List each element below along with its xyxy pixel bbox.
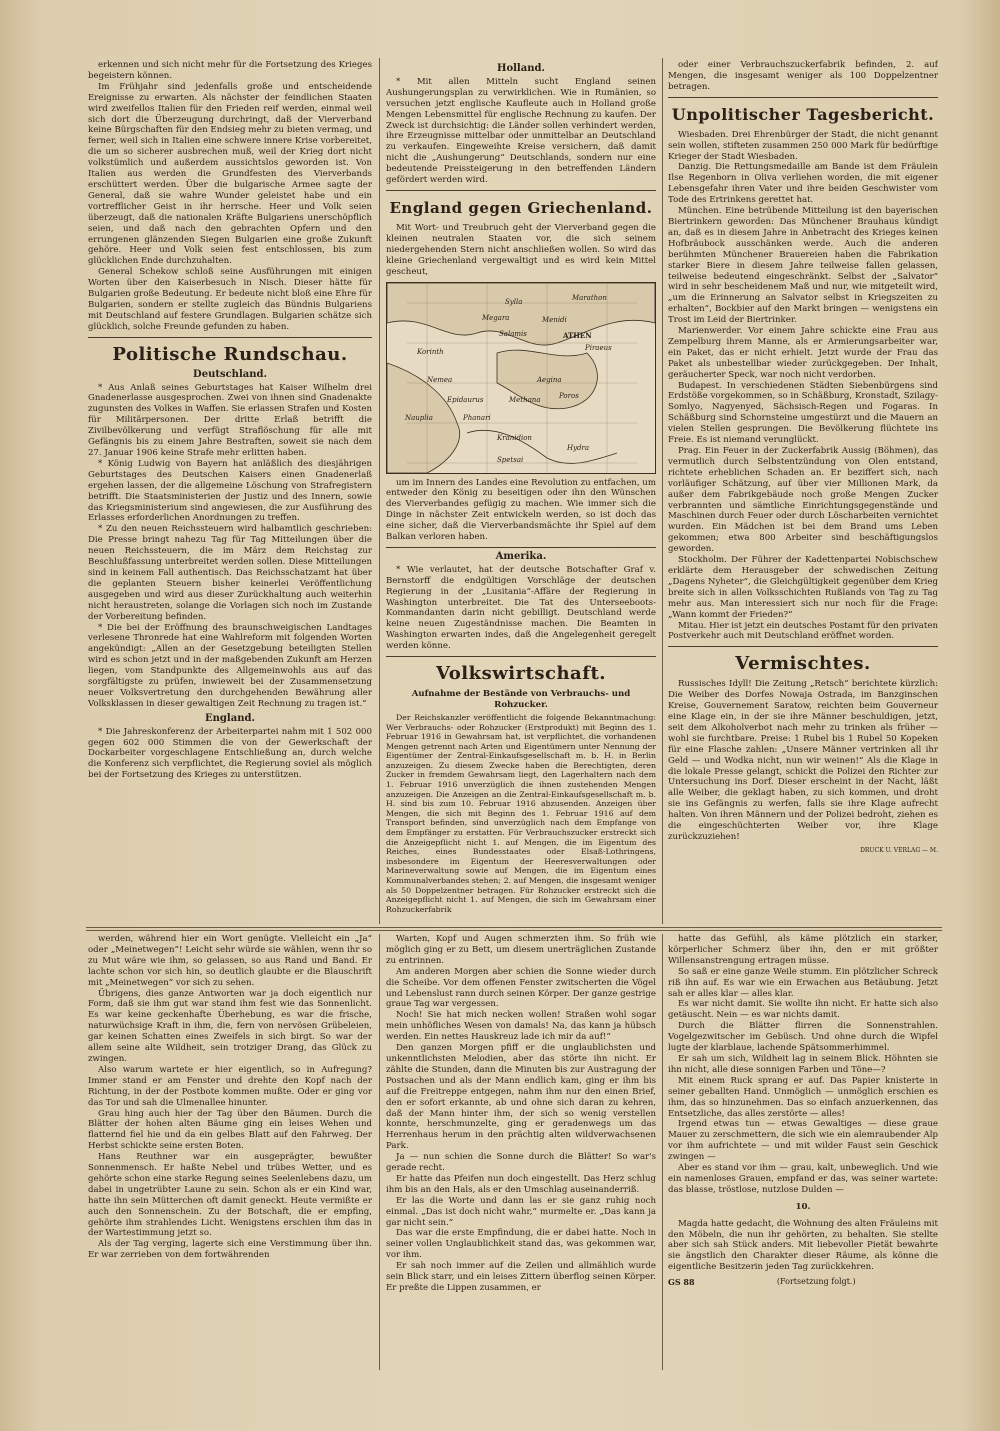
map-attica-argolis bbox=[386, 282, 656, 474]
map-label: Methana bbox=[509, 395, 541, 404]
article-text: um im Innern des Landes eine Revolution zu entfachen, um entweder den König zu beseitigen oder ihn den Wünschen des Vierverbandes gefügig zu machen. Wie immer sich die Dinge in nächster Zeit entwickeln werden, so ist doch das eine sicher, daß die Vierverbandsmächte ihr Spiel auf dem Balkan verloren haben. bbox=[386, 477, 656, 543]
story-text: Mit einem Ruck sprang er auf. Das Papier knisterte in seiner geballten Hand. Unmöglich — unmöglich erschien es ihm, das so hinzunehmen. Das so einfach anzuerkennen, das Entsetzliche, das alles zerstörte — alles! bbox=[668, 1075, 938, 1119]
column-rule bbox=[379, 934, 380, 1370]
section-rule bbox=[86, 930, 942, 931]
divider bbox=[668, 646, 938, 647]
footer-mark: GS 88 bbox=[668, 1277, 695, 1288]
article-text: Danzig. Die Rettungsmedaille am Bande ist dem Fräulein Ilse Regenborn in Oliva verliehen worden, die mit eigener Lebensgefahr ihren Vater und ihre beiden Geschwister vom Tode des Ertrinkens gerettet hat. bbox=[668, 162, 938, 206]
article-text: erkennen und sich nicht mehr für die Fortsetzung des Krieges begeistern können. bbox=[88, 60, 372, 81]
story-text: Also warum wartete er hier eigentlich, so in Aufregung? Immer stand er am Fenster und drehte den Kopf nach der Richtung, in der der Postbote kommen mußte. Oder er ging vor das Tor und sah die Ulmenallee hinunter. bbox=[88, 1064, 372, 1108]
article-text: Prag. Ein Feuer in der Zuckerfabrik Aussig (Böhmen), das vermutlich durch Selbstentzündung von Olen entstand, richtete erheblichen Schaden an. Er beziffert sich, nach vorläufiger Schätzung, auf über vier Millionen Mark, da außer dem Fabrikgebäude noch große Mengen Zucker verbrannten und sämtliche Einrichtungsgegenstände und Maschinen durch Feuer oder durch Löscharbeiten vernichtet wurden. Ein Mädchen ist bei dem Brand ums Leben gekommen; etwa 800 Arbeiter sind beschäftigungslos geworden. bbox=[668, 446, 938, 555]
map-label: Phanari bbox=[463, 413, 491, 422]
article-text: Mitau. Hier ist jetzt ein deutsches Postamt für den privaten Postverkehr auch mit Deutschland eröffnet worden. bbox=[668, 620, 938, 642]
column-2 bbox=[386, 60, 656, 922]
story-text: werden, während hier ein Wort genügte. Vielleicht ein „Ja“ oder „Meinetwegen“! Leicht sehr würde sie wählen, wenn ihr so zu Mut wäre wie ihm, so gelassen, so aus Rand und Band. Er lachte schon vor sich hin, so deutlich glaubte er die Blauschrift mit „Meinetwegen“ vor sich zu sehen. bbox=[88, 934, 372, 988]
subheading-holland: Holland. bbox=[497, 63, 545, 74]
subheading-zucker: Aufnahme der Bestände von Verbrauchs- und Rohzucker. bbox=[411, 689, 631, 710]
story-text: Noch! Sie hat mich necken wollen! Straßen wohl sogar mein unhöfliches Wesen von damals! Na, das kann ja hübsch werden. Ein nettes Hauskreuz lade ich mir da auf!“ bbox=[386, 1010, 656, 1043]
article-text: Der Reichskanzler veröffentlicht die folgende Bekanntmachung: Wer Verbrauchs- oder Rohzucker (Erstprodukt) mit Beginn des 1. Februar 1916 in Gewahrsam hat, ist verpflichtet, die vorhandenen Mengen getrennt nach Arten und Eigentümern unter Nennung der Eigentümer der Zentral-Einkaufsgesellschaft m. b. H. in Berlin anzuzeigen. Zu diesem Zwecke haben die Berechtigten, deren Zucker in fremdem Gewahrsam liegt, den Lagerhaltern nach dem 1. Februar 1916 unverzüglich die ihnen zustehenden Mengen anzuzeigen. Die Anzeigen an die Zentral-Einkaufsgesellschaft m. b. H. sind bis zum 10. Februar 1916 abzusenden. Anzeigen über Mengen, die sich mit Beginn des 1. Februar 1916 auf dem Transport befinden, sind unverzüglich nach dem Empfange von dem Empfänger zu erstatten. Für Verbrauchszucker erstreckt sich die Anzeigepflicht nicht 1. auf Mengen, die im Eigentum des Reiches, eines Bundesstaates oder Elsaß-Lothringens, insbesondere im Eigentum der Heeresverwaltungen oder Marineverwaltung sowie auf Mengen, die im Eigentum eines Kommunalverbandes stehen; 2. auf Mengen, die insgesamt weniger als 50 Doppelzentner betragen. Für Rohzucker erstreckt sich die Anzeigepflicht nicht 1. auf Mengen, die sich im Gewahrsam einer Rohzuckerfabrik bbox=[386, 712, 656, 914]
story-text: hatte das Gefühl, als käme plötzlich ein starker, körperlicher Schmerz über ihn, den er mit größter Willensanstrengung ertragen müsse. bbox=[668, 934, 938, 966]
map-label: Nemea bbox=[427, 375, 453, 384]
column-rule bbox=[662, 934, 663, 1370]
story-text: Durch die Blätter flirren die Sonnenstrahlen. Vogelgezwitscher im Gebüsch. Und ohne durch die Wipfel lugte der klarblaue, lachende Spätsommerhimmel. bbox=[668, 1021, 938, 1054]
story-text: Den ganzen Morgen pfiff er die unglaublichsten und unkenntlichsten Melodien, aber das störte ihn nicht. Er zählte die Stunden, dann die Minuten bis zur Austragung der Postsachen und als der Mann endlich kam, ging er ihm bis auf die Freitreppe entgegen, nahm ihm nur den einen Brief, den er sofort erkannte, ab und ohne sich daran zu kehren, daß der Mann hinter ihm, der sich so wenig verstellen konnte, herschmunzelte, ging er geradenwegs um das Herrenhaus herum in den prächtig alten wildverwachsenen Park. bbox=[386, 1043, 656, 1152]
story-text: Magda hatte gedacht, die Wohnung des alten Fräuleins mit den Möbeln, die nun ihr gehörten, zu behalten. Sie stellte aber sich sah Stück anders. Mit liebevoller Pietät bewahrte sie ängstlich den Charakter dieser Räume, als könne die eigentliche Besitzerin jeden Tag zurückkehren. bbox=[668, 1218, 938, 1273]
article-text: Im Frühjahr sind jedenfalls große und entscheidende Ereignisse zu erwarten. Als nächster der feindlichen Staaten wird zweifellos Italien für den Frieden reif werden, einmal weil sich dort die Überzeugung durchringt, daß der Vierverband keine Bürgschaften für den Endsieg mehr zu bieten vermag, und ferner, weil sich in Italien eine schwere innere Krise vorbereitet, die um so sicherer ausbrechen muß, weil der Krieg dort nicht volkstümlich und außerdem aussichtslos geworden ist. Von Italien aus werden die Grundfesten des Vierverbands erschüttert werden. Über die bulgarische Armee sagte der General, daß sie wahre Wunder geleistet habe und ein vortrefflicher Geist in ihr herrsche. Heer und Volk seien überzeugt, daß die nationalen Kräfte Bulgariens unerschöpflich seien, und daß nach den gebrachten Opfern und den errungenen glänzenden Siegen Bulgarien eine große Zukunft gehöre. Heer und Volk seien fest entschlossen, bis zum glücklichen Ende durchzuhalten. bbox=[88, 81, 372, 267]
column-rule bbox=[379, 58, 380, 924]
continuation-note bbox=[668, 1277, 938, 1288]
map-label: Korinth bbox=[417, 347, 444, 356]
chapter-number: 10. bbox=[795, 1201, 811, 1212]
map-label: Kranidion bbox=[497, 433, 532, 442]
divider bbox=[386, 190, 656, 191]
section-heading-vermischtes: Vermischtes. bbox=[735, 653, 871, 675]
article-text: * Aus Anlaß seines Geburtstages hat Kaiser Wilhelm drei Gnadenerlasse ausgesprochen. Zwei von ihnen sind Gnadenakte zugunsten des Volkes in Waffen. Sie erlassen Strafen und Kosten für Militärpersonen. Der dritte Erlaß betrifft die Zivilbevölkerung und verfügt Straflöschung für alle mit Gefängnis bis zu einem Jahre Bestraften, soweit sie nach dem 27. Januar 1906 keine Strafe mehr erlitten haben. bbox=[88, 382, 372, 458]
column-1 bbox=[88, 60, 372, 922]
story-text: Warten, Kopf und Augen schmerzten ihm. So früh wie möglich ging er zu Bett, um diesem unerträglichen Zustande zu entrinnen. bbox=[386, 934, 656, 966]
serial-column-2 bbox=[386, 934, 656, 1370]
article-text: * Die Jahreskonferenz der Arbeiterpartei nahm mit 1 502 000 gegen 602 000 Stimmen die von der Gewerkschaft der Dockarbeiter vorgeschlagene Entschließung an, durch welche die Konferenz sich verpflichtet, die Regierung soviel als möglich bei der Fortsetzung des Krieges zu unterstützen. bbox=[88, 726, 372, 781]
subheading-england: England. bbox=[205, 712, 255, 724]
story-text: Er sah um sich, Wildheit lag in seinem Blick. Höhnten sie ihn nicht, alle diese sonnigen Farben und Töne—? bbox=[668, 1053, 938, 1075]
article-text: Stockholm. Der Führer der Kadettenpartei Nobischschew erklärte dem Herausgeber der schwedischen Zeitung „Dagens Nyheter“, die Gleichgültigkeit gegenüber dem Krieg breite sich in allen Volksschichten Rußlands von Tag zu Tag mehr aus. Man interessiert sich nur noch für die Frage: „Wann kommt der Frieden?“ bbox=[668, 555, 938, 620]
article-text: Russisches Idyll! Die Zeitung „Retsch“ berichtete kürzlich: Die Weiber des Dorfes Nowaja Ostrada, im Banzginschen Kreise, Gouvernement Saratow, reichten beim Gouverneur eine Klage ein, in der sie ihre Männer beschuldigen, jetzt, seit dem Alkoholverbot nach mehr zu trinken als früher — wohl sie furchtbare. Preise: 1 Rubel bis 1 Rubel 50 Kopeken für eine Flasche zahlen: „Unsere Männer vertrinken all ihr Geld — und Wodka nicht, nun wir weinen!“ Als die Klage in die lokale Presse gelangt, schickt die Polizei den Richter zur Untersuchung ins Dorf. Dieser erscheint in der Nacht, läßt alle Weiber, die geklagt haben, zu sich kommen, und droht sie ins Gefängnis zu werfen, falls sie ihre Klage aufrecht halten. Von ihren Männern und der Polizei bedroht, ziehen es die eingeschüchterten Weiber vor, ihre Klage zurückzuziehen! bbox=[668, 679, 938, 842]
divider bbox=[386, 547, 656, 548]
article-text: * König Ludwig von Bayern hat anläßlich des diesjährigen Geburtstages des Deutschen Kaisers einen Gnadenerlaß ergehen lassen, der die allgemeine Löschung von Strafregistern betrifft. Die Staatsministerien der Justiz und des Innern, sowie das Kriegsministerium sind angewiesen, die zur Ausführung des Erlasses erforderlichen Anordnungen zu treffen. bbox=[88, 458, 372, 524]
section-rule bbox=[86, 927, 942, 928]
divider bbox=[386, 656, 656, 657]
map-label: Menidi bbox=[542, 315, 567, 324]
column-3 bbox=[668, 60, 938, 922]
story-text: Am anderen Morgen aber schien die Sonne wieder durch die Scheibe. Vor dem offenen Fenster zwitscherten die Vögel und Lebenslust rann durch seinen Körper. Der ganze gestrige graue Tag war vergessen. bbox=[386, 966, 656, 1010]
column-rule bbox=[662, 58, 663, 924]
story-text: Es war nicht damit. Sie wollte ihn nicht. Er hatte sich also getäuscht. Nein — es war nichts damit. bbox=[668, 999, 938, 1021]
story-text: Er las die Worte und dann las er sie ganz ruhig noch einmal. „Das ist doch nicht wahr,“ murmelte er. „Das kann ja gar nicht sein.“ bbox=[386, 1195, 656, 1228]
article-text: General Schekow schloß seine Ausführungen mit einigen Worten über den Kaiserbesuch in Nisch. Dieser hätte für Bulgarien große Bedeutung. Er bedeute nicht bloß eine Ehre für Bulgarien, sondern er stellte zugleich das Bündnis Bulgariens mit Deutschland auf festere Grundlagen. Bulgarien schätze sich glücklich, solche Freunde gefunden zu haben. bbox=[88, 267, 372, 332]
map-label: Epidaurus bbox=[447, 395, 484, 404]
article-text: * Zu den neuen Reichssteuern wird halbamtlich geschrieben: Die Presse bringt nahezu Tag für Tag Mitteilungen über die neuen Reichssteuern, die im März dem Reichstag zur Beschlußfassung unterbreitet werden sollen. Diese Mitteilungen sind in keinem Fall authentisch. Das Reichsschatzamt hat über die geplanten Steuern bisher keinerlei Veröffentlichung ausgegeben und wird aus dieser Zurückhaltung auch weiterhin nicht heraustreten, solange die Vorlagen sich noch im Zustande der Vorbereitung befinden. bbox=[88, 524, 372, 622]
article-text: * Die bei der Eröffnung des braunschweigischen Landtages verlesene Thronrede hat eine Wahlreform mit folgenden Worten angekündigt: „Allen an der Gesetzgebung beteiligten Stellen wird es schon jetzt und in der maßgebenden Zukunft am Herzen liegen, vom Standpunkte des Allgemeinwohls aus auf das sorgfältigste zu prüfen, inwieweit bei der Zusammensetzung neuer Volksvertretung den durchgehenden Bewährung aller Volksklassen in dieser gewaltigen Zeit Rechnung zu tragen ist.“ bbox=[88, 622, 372, 709]
story-text: Er sah noch immer auf die Zeilen und allmählich wurde sein Blick starr, und ein leises Zittern überflog seinen Körper. Er preßte die Lippen zusammen, er bbox=[386, 1261, 656, 1293]
story-text: Aber es stand vor ihm — grau, kalt, unbeweglich. Und wie ein namenloses Grauen, empfand er das, was seiner wartete: das blasse, tröstlose, nutzlose Dulden — bbox=[668, 1163, 938, 1195]
map-label: Spetsai bbox=[497, 455, 524, 464]
story-text: Grau hing auch hier der Tag über den Bäumen. Durch die Blätter der hohen alten Bäume ging ein leises Wehen und flatternd fiel hie und da ein gelbes Blatt auf den Fahrweg. Der Herbst schickte seine ersten Boten. bbox=[88, 1108, 372, 1152]
story-text: Ja — nun schien die Sonne durch die Blätter! So war's gerade recht. bbox=[386, 1152, 656, 1174]
map-label: Aegina bbox=[537, 375, 562, 384]
article-text: München. Eine betrübende Mitteilung ist den bayerischen Biertrinkern geworden: Das Münchener Brauhaus kündigt an, daß es in diesem Jahre in Anbetracht des Krieges keinen Hofbräubock ausschänken werde. Auch die anderen berühmten Münchener Brauereien haben die Fabrikation starker Biere in diesem Jahre teilweise fallen gelassen, teilweise bedeutend eingeschränkt. Selbst der „Salvator“ wird in sehr bescheidenem Maß und nur, wie mitgeteilt wird, „um die Erinnerung an Salvator selbst in Kriegszeiten zu erhalten“, Bockbier auf den Markt bringen — wenigstens ein Trost im Leid der Biertrinker. bbox=[668, 206, 938, 326]
divider bbox=[668, 97, 938, 98]
map-label: Megara bbox=[482, 313, 510, 322]
article-text: * Wie verlautet, hat der deutsche Botschafter Graf v. Bernstorff die endgültigen Vorschläge der deutschen Regierung in der „Lusitania“-Affäre der Regierung in Washington unterbreitet. Die Tat des Unterseeboots-Kommandanten darin nicht gebilligt. Deutschland werde keine neuen Zugeständnisse machen. Die Beamten in Washington erwarten indes, daß die Angelegenheit geregelt werden könne. bbox=[386, 564, 656, 652]
divider bbox=[88, 337, 372, 338]
subheading-deutschland: Deutschland. bbox=[193, 368, 267, 380]
article-text: oder einer Verbrauchszuckerfabrik befinden, 2. auf Mengen, die insgesamt weniger als 100 Doppelzentner betragen. bbox=[668, 60, 938, 92]
story-text: Er hatte das Pfeifen nun doch eingestellt. Das Herz schlug ihm bis an den Hals, als er den Umschlag auseinanderriß. bbox=[386, 1173, 656, 1195]
story-text: Übrigens, dies ganze Antworten war ja doch eigentlich nur Form, daß sie ihm gut war stand ihm fest wie das Sonnenlicht. Es war keine geckenhafte Überhebung, es war die frische, naturwüchsige Kraft in ihm, die, fern von nervösen Grübeleien, gar keinen Schatten eines Zweifels in sich birgt. So war der allem seine alte Wildheit, sein trotziger Drang, das Glück zu zwingen. bbox=[88, 988, 372, 1064]
section-heading-volkswirtschaft: Volkswirtschaft. bbox=[435, 663, 607, 685]
article-text: * Mit allen Mitteln sucht England seinen Aushungerungsplan zu verwirklichen. Wie in Rumänien, so versuchen jetzt englische Kaufleute auch in Holland große Mengen Lebensmittel für englische Rechnung zu kaufen. Der Zweck ist durchsichtig: die Länder sollen verhindert werden, ihre Erzeugnisse mittelbar oder unmittelbar an Deutschland zu verkaufen. Eingeweihte Kreise versichern, daß damit nicht die „Aushungerung“ Deutschlands, sondern nur eine bedeutende Preissteigerung in den betreffenden Ländern gefördert werden wird. bbox=[386, 76, 656, 186]
article-text: Wiesbaden. Drei Ehrenbürger der Stadt, die nicht genannt sein wollen, stifteten zusammen 250 000 Mark für bedürftige Krieger der Stadt Wiesbaden. bbox=[668, 129, 938, 162]
map-label: ATHEN bbox=[563, 330, 592, 340]
map-label: Poros bbox=[559, 391, 579, 400]
article-text: Budapest. In verschiedenen Städten Siebenbürgens sind Erdstöße vorgekommen, so in Schäßburg, Kronstadt, Szilagy-Somlyo, Nagyenyed, Sächsisch-Regen und Fogaras. In Schäßburg sind Schornsteine umgestürzt und die Mauern an vielen Stellen gesprungen. Die Bevölkerung flüchtete ins Freie. Es ist niemand verunglückt. bbox=[668, 380, 938, 446]
map-label: Piraeus bbox=[585, 343, 612, 352]
story-text: So saß er eine ganze Weile stumm. Ein plötzlicher Schreck riß ihn auf. Es war wie ein Erwachen aus Betäubung. Jetzt sah er alles klar — alles klar. bbox=[668, 966, 938, 999]
printer-imprint: DRUCK U. VERLAG — M. bbox=[860, 846, 938, 854]
section-heading-england-gegen-griechenland: England gegen Griechenland. bbox=[389, 198, 653, 217]
section-heading-tagesbericht: Unpolitischer Tagesbericht. bbox=[671, 104, 935, 124]
serial-column-3 bbox=[668, 934, 938, 1370]
subheading-amerika: Amerika. bbox=[495, 550, 547, 562]
story-text: Das war die erste Empfindung, die er dabei hatte. Noch in seiner vollen Unglaublichkeit stand das, was gekommen war, vor ihm. bbox=[386, 1228, 656, 1261]
serial-column-1 bbox=[88, 934, 372, 1370]
map-label: Nauplia bbox=[405, 413, 433, 422]
map-label: Salamis bbox=[499, 329, 527, 338]
story-text: Als der Tag verging, lagerte sich eine Verstimmung über ihn. Er war zerrieben von dem fortwährenden bbox=[88, 1239, 372, 1261]
map-label: Sylla bbox=[505, 297, 523, 306]
article-text: Mit Wort- und Treubruch geht der Vierverband gegen die kleinen neutralen Staaten vor, die sich seinem niedergehenden Stern nicht anschließen wollen. So wird das kleine Griechenland vergewaltigt und es wird kein Mittel gescheut, bbox=[386, 222, 656, 277]
section-heading-politische-rundschau: Politische Rundschau. bbox=[112, 343, 348, 365]
story-text: Hans Reuthner war ein ausgeprägter, bewußter Sonnenmensch. Er haßte Nebel und trübes Wetter, und es gehörte schon eine starke Regung seines Seelenlebens dazu, um dabei in ungetrübter Laune zu sein. Schon als er ein Kind war, hatte ihn sein Mütterchen oft damit geneckt. Heute vermißte er auch den Sonnenschein. Zu der Botschaft, die er empfing, gehörte ihm strahlendes Licht. Wenigstens erschien ihm das in der Wartestimmung jetzt so. bbox=[88, 1152, 372, 1239]
story-text: Irgend etwas tun — etwas Gewaltiges — diese graue Mauer zu zerschmettern, die sich wie ein alemraubender Alp vor ihm aufrichtete — und mit wilder Faust sein Geschick zwingen — bbox=[668, 1119, 938, 1163]
article-text: Marienwerder. Vor einem Jahre schickte eine Frau aus Zempelburg ihrem Manne, als er Armierungsarbeiter war, ein Paket, das er nicht erhielt. Jetzt wurde der Frau das Paket als unbestellbar wieder zurückgegeben. Der Inhalt, geräucherter Speck, war noch nicht verdorben. bbox=[668, 326, 938, 380]
map-label: Hydra bbox=[567, 443, 590, 452]
map-label: Marathon bbox=[572, 293, 607, 302]
continuation-text: (Fortsetzung folgt.) bbox=[776, 1277, 856, 1287]
